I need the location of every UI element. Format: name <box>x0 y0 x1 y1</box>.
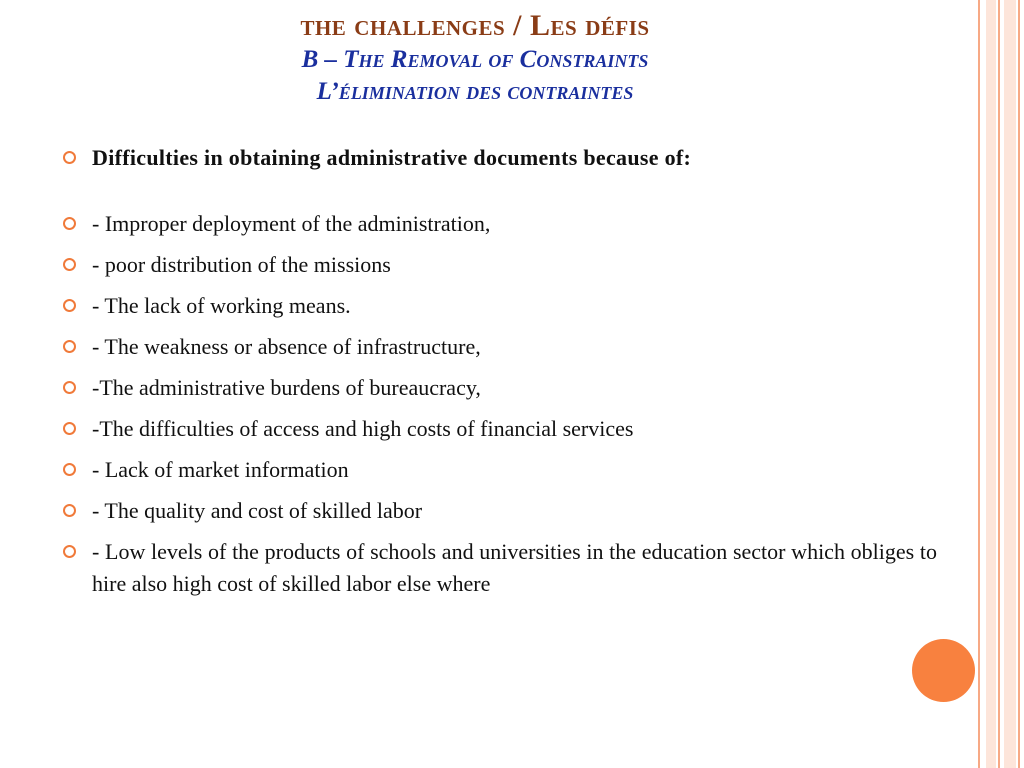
title-subtitle-fr: L’élimination des contraintes <box>316 78 634 105</box>
bullet-text: -The difficulties of access and high costs of financial services <box>92 416 634 441</box>
ring-bullet-icon <box>63 422 76 435</box>
bullet-item <box>62 454 937 486</box>
bullet-item <box>62 290 937 322</box>
decor-stripe <box>998 0 1000 768</box>
bullet-text: - The quality and cost of skilled labor <box>92 498 423 523</box>
bullet-text: -The administrative burdens of bureaucracy, <box>92 375 481 400</box>
ring-bullet-icon <box>63 340 76 353</box>
bullet-item <box>62 536 937 600</box>
bullet-item <box>62 372 937 404</box>
ring-bullet-icon <box>63 217 76 230</box>
decor-stripe <box>1004 0 1016 768</box>
orange-circle-icon <box>912 639 975 702</box>
bullet-text: - Lack of market information <box>92 457 349 482</box>
title-main: the challenges / Les défis <box>300 9 650 42</box>
ring-bullet-icon <box>63 151 76 164</box>
title-subtitle-en: B – The Removal of Constraints <box>301 46 649 73</box>
bullet-item <box>62 413 937 445</box>
ring-bullet-icon <box>63 545 76 558</box>
ring-bullet-icon <box>63 258 76 271</box>
bullet-text: - Improper deployment of the administration, <box>92 211 491 236</box>
decor-stripe <box>978 0 980 768</box>
decor-stripe <box>1018 0 1020 768</box>
bullet-item <box>62 331 937 363</box>
bullet-text: Difficulties in obtaining administrative documents because of: <box>92 145 692 170</box>
ring-bullet-icon <box>63 299 76 312</box>
slide-title <box>80 8 870 108</box>
bullet-item <box>62 208 937 240</box>
bullet-item <box>62 495 937 527</box>
bullet-item <box>62 249 937 281</box>
bullet-text: - The weakness or absence of infrastructure, <box>92 334 481 359</box>
decor-stripe <box>986 0 996 768</box>
ring-bullet-icon <box>63 504 76 517</box>
ring-bullet-icon <box>63 381 76 394</box>
bullet-text: - Low levels of the products of schools and universities in the education sector which obliges to hire also high cost of skilled labor else where <box>92 539 937 596</box>
bullet-text: - The lack of working means. <box>92 293 351 318</box>
bullet-text: - poor distribution of the missions <box>92 252 391 277</box>
ring-bullet-icon <box>63 463 76 476</box>
bullet-item-heading <box>62 142 937 174</box>
bullet-list <box>62 142 937 609</box>
